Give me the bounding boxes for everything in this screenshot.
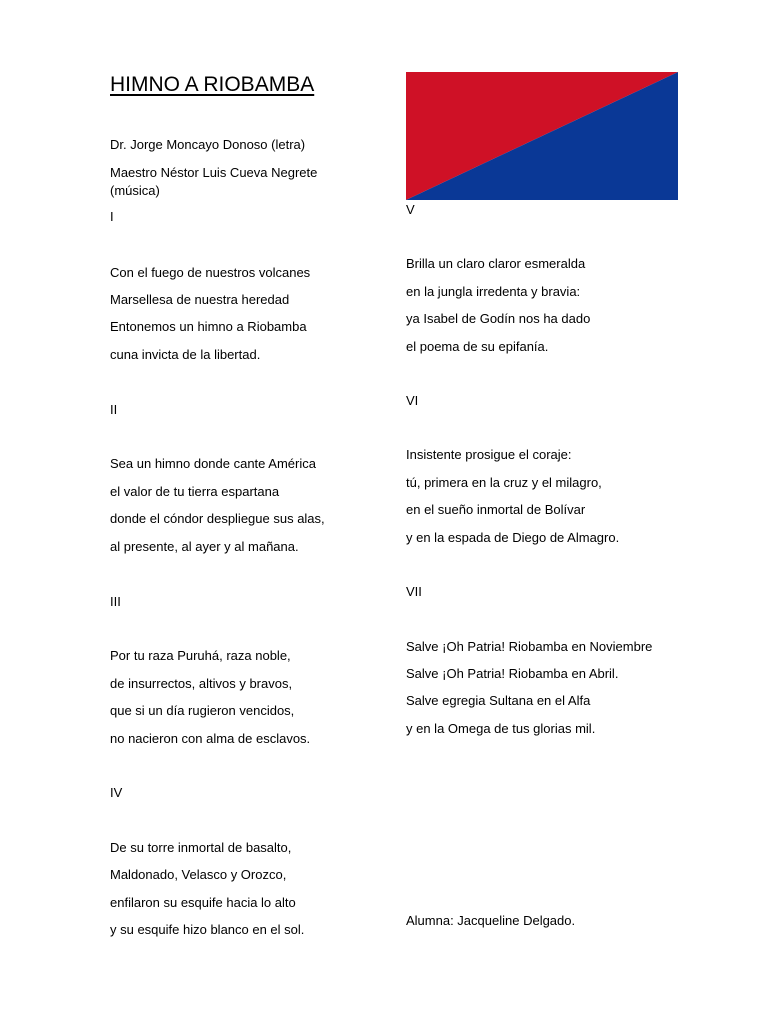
page-title: HIMNO A RIOBAMBA [110, 73, 315, 96]
verse-line: no nacieron con alma de esclavos. [110, 731, 311, 746]
lyricist-credit: Dr. Jorge Moncayo Donoso (letra) [110, 137, 306, 152]
verse-line: Salve ¡Oh Patria! Riobamba en Abril. [406, 666, 619, 681]
composer-credit-role: (música) [110, 183, 160, 198]
verse-line: enfilaron su esquife hacia lo alto [110, 895, 296, 910]
verse-line: en el sueño inmortal de Bolívar [406, 502, 586, 517]
stanza-numeral: V [406, 202, 415, 217]
verse-line: Maldonado, Velasco y Orozco, [110, 867, 287, 882]
stanza-numeral: III [110, 594, 121, 609]
verse-line: en la jungla irredenta y bravia: [406, 284, 581, 299]
stanza-numeral: I [110, 209, 114, 224]
verse-line: donde el cóndor despliegue sus alas, [110, 511, 325, 526]
flag [406, 72, 678, 200]
student-name: Alumna: Jacqueline Delgado. [406, 913, 576, 928]
verse-line: Salve egregia Sultana en el Alfa [406, 693, 591, 708]
verse-line: Insistente prosigue el coraje: [406, 447, 572, 462]
verse-line: y en la Omega de tus glorias mil. [406, 721, 596, 736]
verse-line: y su esquife hizo blanco en el sol. [110, 922, 305, 937]
verse-line: el valor de tu tierra espartana [110, 484, 280, 499]
stanza-numeral: VI [406, 393, 419, 408]
verse-line: cuna invicta de la libertad. [110, 347, 261, 362]
verse-line: tú, primera en la cruz y el milagro, [406, 475, 602, 490]
verse-line: De su torre inmortal de basalto, [110, 840, 292, 855]
verse-line: al presente, al ayer y al mañana. [110, 539, 299, 554]
verse-line: y en la espada de Diego de Almagro. [406, 530, 620, 545]
verse-line: el poema de su epifanía. [406, 339, 549, 354]
stanza-numeral: II [110, 402, 118, 417]
verse-line: ya Isabel de Godín nos ha dado [406, 311, 591, 326]
verse-line: Salve ¡Oh Patria! Riobamba en Noviembre [406, 639, 653, 654]
verse-line: Entonemos un himno a Riobamba [110, 319, 307, 334]
verse-line: Brilla un claro claror esmeralda [406, 256, 586, 271]
verse-line: que si un día rugieron vencidos, [110, 703, 295, 718]
stanza-numeral: IV [110, 785, 123, 800]
verse-line: Marsellesa de nuestra heredad [110, 292, 290, 307]
verse-line: Por tu raza Puruhá, raza noble, [110, 648, 291, 663]
verse-line: Con el fuego de nuestros volcanes [110, 265, 311, 280]
stanza-numeral: VII [406, 584, 422, 599]
composer-credit: Maestro Néstor Luis Cueva Negrete [110, 165, 318, 180]
verse-line: de insurrectos, altivos y bravos, [110, 676, 293, 691]
verse-line: Sea un himno donde cante América [110, 456, 316, 471]
